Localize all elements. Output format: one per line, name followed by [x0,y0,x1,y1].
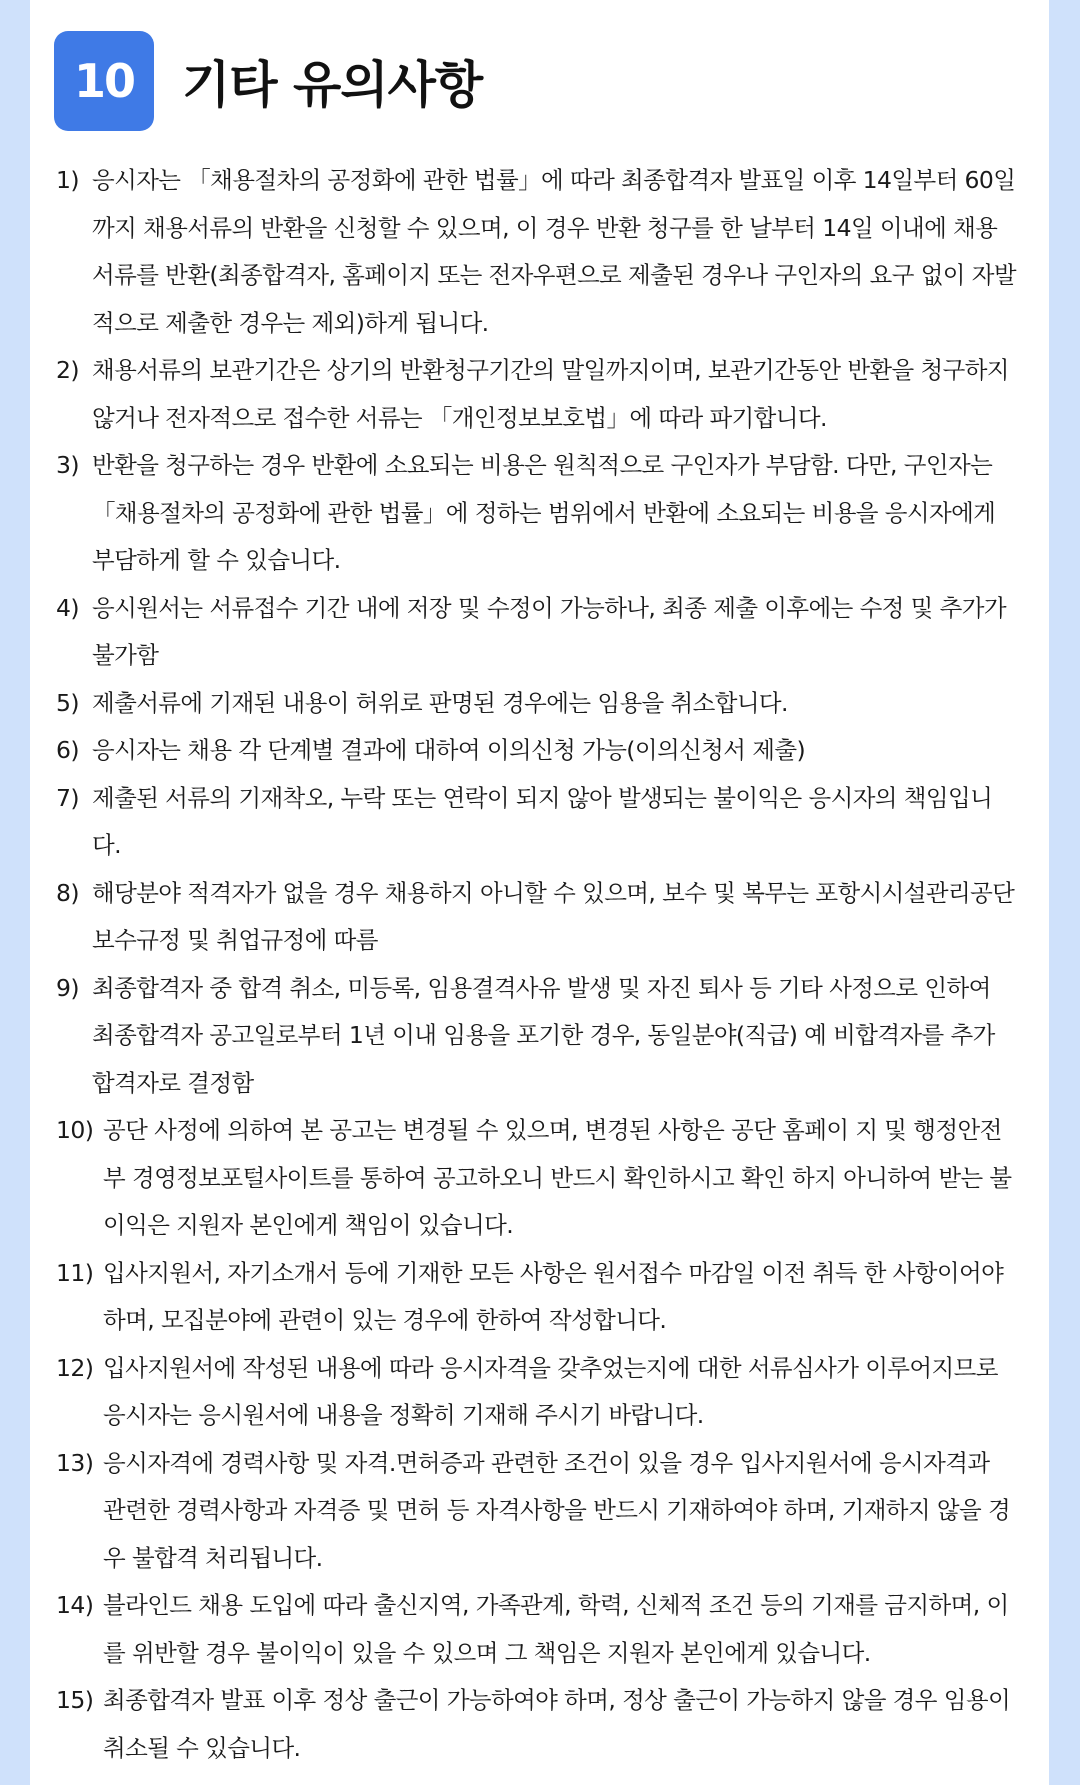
note-text: 입사지원서, 자기소개서 등에 기재한 모든 사항은 원서접수 마감일 이전 취득 한 사항이어야 하며, 모집분야에 관련이 있는 경우에 한하여 작성합니다. [103,1258,1004,1334]
note-item [56,1440,1016,1583]
note-text: 제출서류에 기재된 내용이 허위로 판명된 경우에는 임용을 취소합니다. [92,688,788,717]
note-number: 6) [56,736,79,764]
note-text: 최종합격자 발표 이후 정상 출근이 가능하여야 하며, 정상 출근이 가능하지 않을 경우 임용이 취소될 수 있습니다. [103,1686,1011,1762]
note-text: 최종합격자 중 합격 취소, 미등록, 임용결격사유 발생 및 자진 퇴사 등 기타 사정으로 인하여 최종합격자 공고일로부터 1년 이내 임용을 포기한 경우, 동일분야(직급) 예 비합격자를 추가 합격자로 결정함 [92,973,995,1097]
note-number: 1) [56,166,79,194]
note-item [56,775,1016,870]
note-text: 응시자는 채용 각 단계별 결과에 대하여 이의신청 가능(이의신청서 제출) [92,736,806,764]
notes-list [56,157,1016,1772]
note-number: 15) [56,1686,94,1714]
note-number: 8) [56,878,79,907]
note-text: 제출된 서류의 기재착오, 누락 또는 연락이 되지 않아 발생되는 불이익은 응시자의 책임입니다. [92,783,993,859]
note-number: 4) [56,593,79,622]
note-text: 응시원서는 서류접수 기간 내에 저장 및 수정이 가능하나, 최종 제출 이후에는 수정 및 추가가 불가함 [92,593,1006,669]
note-item [56,680,1016,728]
note-item [56,1107,1016,1250]
note-text: 반환을 청구하는 경우 반환에 소요되는 비용은 원칙적으로 구인자가 부담함. 다만, 구인자는 「채용절차의 공정화에 관한 법률」에 정하는 범위에서 반환에 소요되는 비용을 응시자에게 부담하게 할 수 있습니다. [92,451,996,574]
section-title: 기타 유의사항 [182,56,483,114]
note-text: 입사지원서에 작성된 내용에 따라 응시자격을 갖추었는지에 대한 서류심사가 이루어지므로 응시자는 응시원서에 내용을 정확히 기재해 주시기 바랍니다. [103,1353,998,1429]
note-item [56,1345,1016,1440]
note-text: 블라인드 채용 도입에 따라 출신지역, 가족관계, 학력, 신체적 조건 등의 기재를 금지하며, 이를 위반할 경우 불이익이 있을 수 있으며 그 책임은 지원자 본인에게 있습니다. [103,1591,1009,1667]
note-number: 9) [56,973,79,1002]
note-item [56,870,1016,965]
note-text: 채용서류의 보관기간은 상기의 반환청구기간의 말일까지이며, 보관기간동안 반환을 청구하지 않거나 전자적으로 접수한 서류는 「개인정보보호법」에 따라 파기합니다. [92,356,1009,432]
note-item [56,965,1016,1108]
note-item [56,1582,1016,1677]
note-number: 13) [56,1448,94,1477]
note-text: 해당분야 적격자가 없을 경우 채용하지 아니할 수 있으며, 보수 및 복무는 포항시시설관리공단 보수규정 및 취업규정에 따름 [92,878,1015,954]
section-number-badge: 10 [54,31,154,131]
note-item [56,347,1016,442]
note-item [56,442,1016,585]
note-number: 2) [56,356,79,384]
note-number: 12) [56,1353,94,1382]
note-text: 공단 사정에 의하여 본 공고는 변경될 수 있으며, 변경된 사항은 공단 홈페이 지 및 행정안전부 경영정보포털사이트를 통하여 공고하오니 반드시 확인하시고 확인 하지 아니하여 받는 불이익은 지원자 본인에게 책임이 있습니다. [103,1116,1012,1239]
note-item [56,727,1016,775]
note-number: 7) [56,783,79,812]
note-number: 10) [56,1116,94,1144]
note-number: 5) [56,688,79,717]
note-text: 응시자는 「채용절차의 공정화에 관한 법률」에 따라 최종합격자 발표일 이후 14일부터 60일까지 채용서류의 반환을 신청할 수 있으며, 이 경우 반환 청구를 한 날부터 14일 이내에 채용서류를 반환(최종합격자, 홈페이지 또는 전자우편으로 제출된 경우나 구인자의 요구 없이 자발적으로 제출한 경우는 제외)하게 됩니다. [92,166,1016,337]
note-text: 응시자격에 경력사항 및 자격.면허증과 관련한 조건이 있을 경우 입사지원서에 응시자격과 관련한 경력사항과 자격증 및 면허 등 자격사항을 반드시 기재하여야 하며, 기재하지 않을 경우 불합격 처리됩니다. [103,1448,1011,1572]
note-item [56,1677,1016,1772]
note-item [56,1250,1016,1345]
section-header [54,31,482,131]
note-number: 11) [56,1258,94,1287]
note-item [56,157,1016,347]
note-item [56,585,1016,680]
note-number: 14) [56,1591,94,1619]
note-number: 3) [56,451,79,479]
